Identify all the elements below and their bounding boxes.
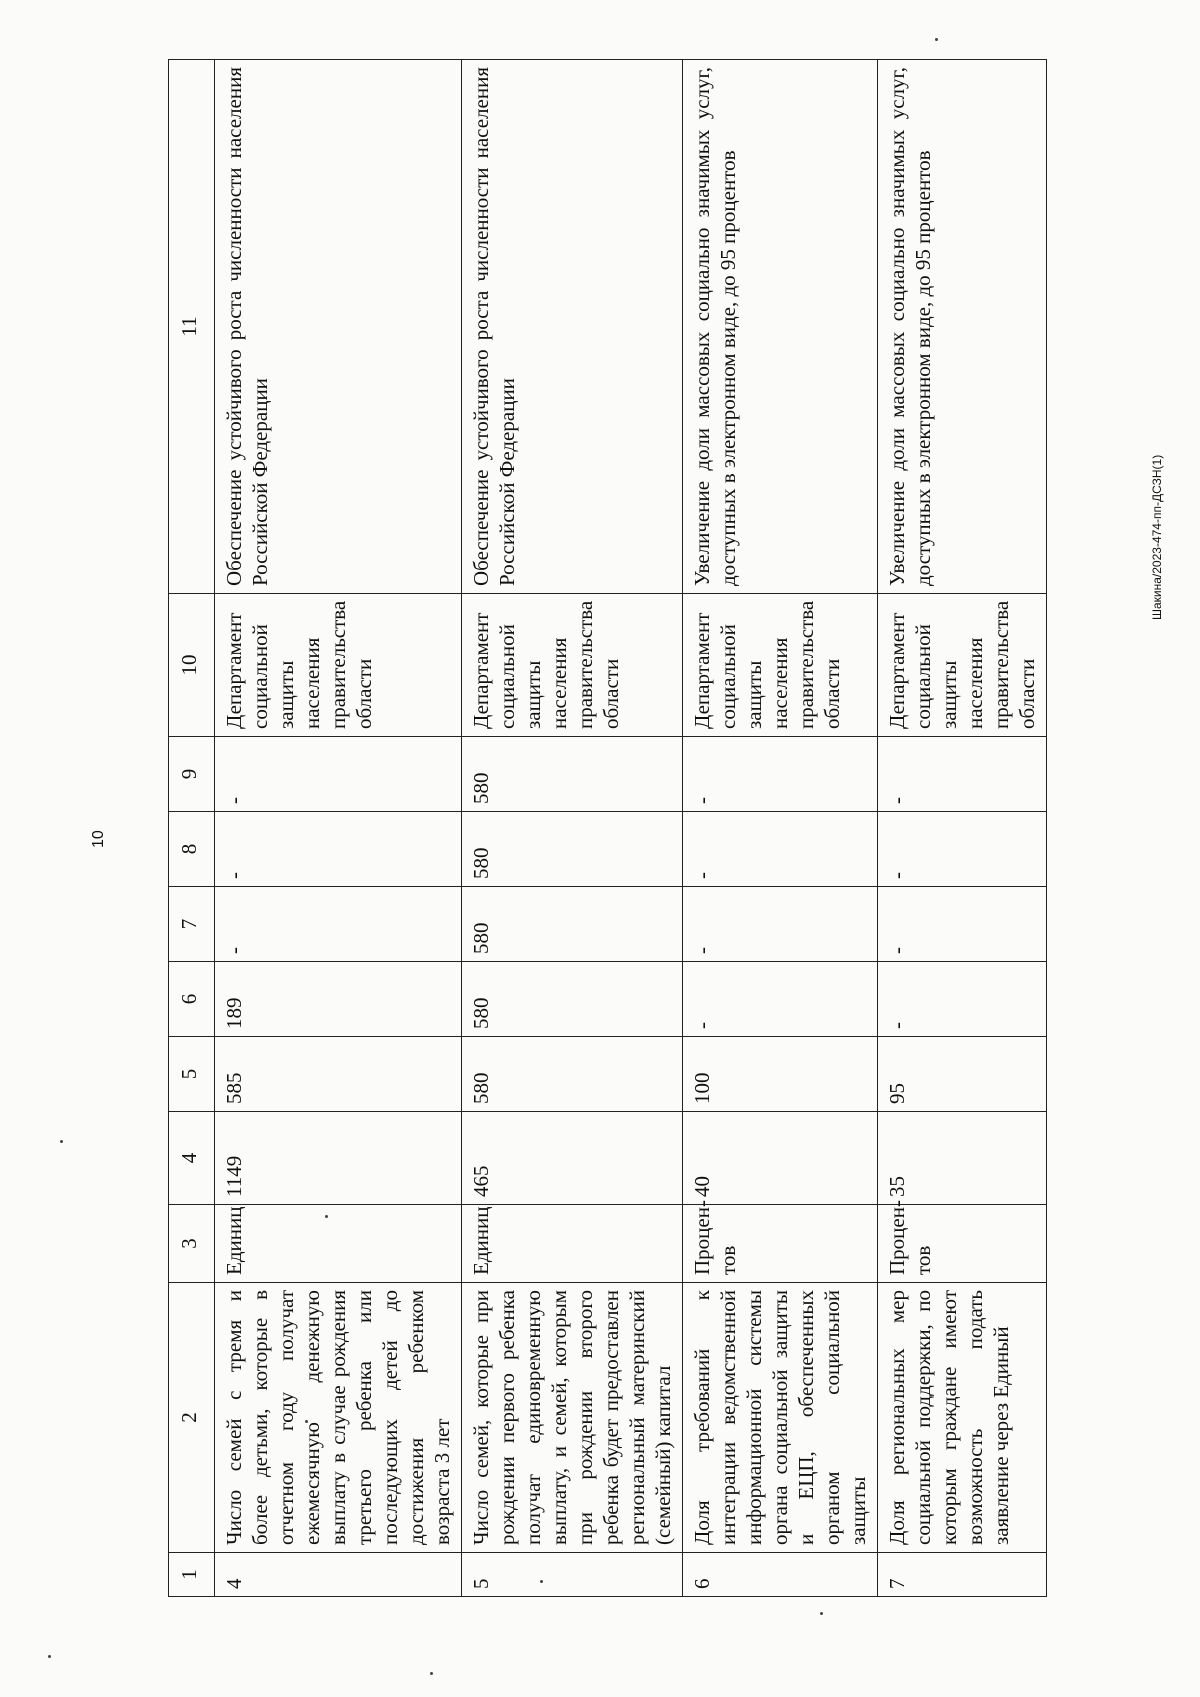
scan-speck — [935, 38, 938, 41]
header-cell: 2 — [169, 1283, 215, 1553]
value-cell: 100 — [683, 1037, 878, 1112]
value-cell: 35 — [878, 1112, 1047, 1205]
row-number: 7 — [878, 1553, 1047, 1597]
indicator-name: Доля требований к интеграции ведомственной информационной системы органа социальной защиты и ЕЦП, обеспеченных органом социальной защиты — [683, 1283, 878, 1553]
unit-cell: Процен-тов — [878, 1205, 1047, 1283]
value-cell: - — [878, 737, 1047, 812]
value-cell: - — [683, 812, 878, 887]
header-cell: 5 — [169, 1037, 215, 1112]
indicators-table-rotated — [168, 67, 1047, 1597]
header-cell: 1 — [169, 1553, 215, 1597]
page-number: 10 — [90, 830, 107, 848]
value-cell: - — [878, 887, 1047, 962]
header-cell: 11 — [169, 60, 215, 594]
responsible-cell: Департамент социальной защиты населения правительства области — [683, 594, 878, 737]
row-number: 4 — [215, 1553, 462, 1597]
scan-speck — [430, 1672, 433, 1675]
header-cell: 9 — [169, 737, 215, 812]
table-row — [462, 60, 683, 1597]
result-cell: Обеспечение устойчивого роста численности населения Российской Федерации — [462, 60, 683, 594]
header-cell: 3 — [169, 1205, 215, 1283]
unit-cell: Единиц — [215, 1205, 462, 1283]
value-cell: 580 — [462, 812, 683, 887]
value-cell: 95 — [878, 1037, 1047, 1112]
value-cell: 580 — [462, 962, 683, 1037]
header-cell: 4 — [169, 1112, 215, 1205]
value-cell: - — [878, 812, 1047, 887]
table-row — [683, 60, 878, 1597]
indicator-name: Число семей, которые при рождении первого ребенка получат единовременную выплату, и семей, которым при рождении второго ребенка будет предоставлен региональный материнский (семейный) капитал — [462, 1283, 683, 1553]
result-cell: Обеспечение устойчивого роста численности населения Российской Федерации — [215, 60, 462, 594]
scan-speck — [60, 1140, 63, 1143]
indicators-table — [168, 59, 1047, 1597]
value-cell: - — [215, 737, 462, 812]
value-cell: 585 — [215, 1037, 462, 1112]
value-cell: 580 — [462, 887, 683, 962]
table-row — [215, 60, 462, 1597]
result-cell: Увеличение доли массовых социально значимых услуг, доступных в электронном виде, до 95 процентов — [683, 60, 878, 594]
row-number: 5 — [462, 1553, 683, 1597]
value-cell: - — [683, 737, 878, 812]
scan-speck — [48, 1655, 51, 1658]
responsible-cell: Департамент социальной защиты населения правительства области — [215, 594, 462, 737]
value-cell: - — [215, 887, 462, 962]
value-cell: - — [215, 812, 462, 887]
table-row — [878, 60, 1047, 1597]
value-cell: 465 — [462, 1112, 683, 1205]
header-cell: 6 — [169, 962, 215, 1037]
value-cell: 580 — [462, 1037, 683, 1112]
indicator-name: Доля региональных мер социальной поддержки, по которым граждане имеют возможность подать заявление через Единый — [878, 1283, 1047, 1553]
document-footer-code: Шакина/2023-474-пп-ДСЗН(1) — [1150, 454, 1164, 620]
responsible-cell: Департамент социальной защиты населения правительства области — [462, 594, 683, 737]
responsible-cell: Департамент социальной защиты населения правительства области — [878, 594, 1047, 737]
value-cell: 1149 — [215, 1112, 462, 1205]
value-cell: - — [683, 962, 878, 1037]
value-cell: - — [683, 887, 878, 962]
value-cell: 189 — [215, 962, 462, 1037]
row-number: 6 — [683, 1553, 878, 1597]
unit-cell: Единиц — [462, 1205, 683, 1283]
value-cell: - — [878, 962, 1047, 1037]
result-cell: Увеличение доли массовых социально значимых услуг, доступных в электронном виде, до 95 процентов — [878, 60, 1047, 594]
value-cell: 580 — [462, 737, 683, 812]
indicator-name: Число семей с тремя и более детьми, которые в отчетном году получат ежемесячную денежную выплату в случае рождения третьего ребенка или последующих детей до достижения ребенком возраста 3 лет — [215, 1283, 462, 1553]
header-cell: 7 — [169, 887, 215, 962]
header-cell: 8 — [169, 812, 215, 887]
unit-cell: Процен-тов — [683, 1205, 878, 1283]
value-cell: 40 — [683, 1112, 878, 1205]
header-cell: 10 — [169, 594, 215, 737]
table-header-row — [169, 60, 215, 1597]
scan-speck — [820, 1612, 823, 1615]
